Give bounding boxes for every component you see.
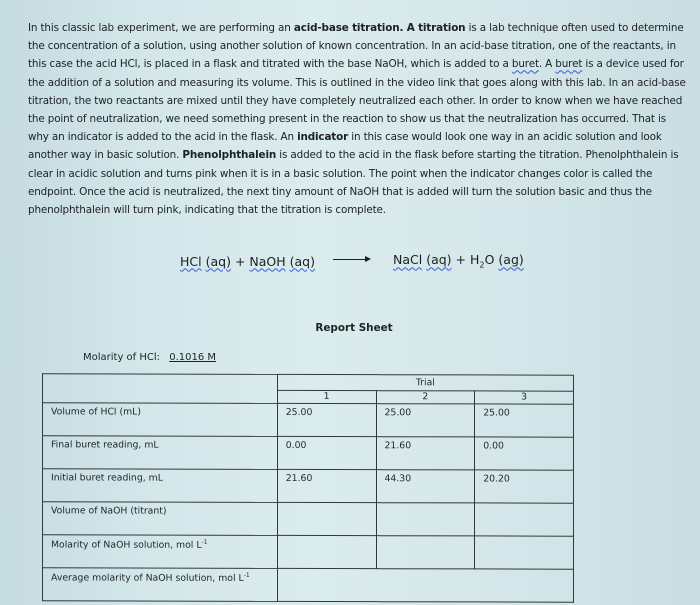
table-row xyxy=(43,469,574,503)
table-row xyxy=(43,535,574,569)
plus-sign: + xyxy=(234,253,246,269)
intro-segment: In this classic lab experiment, we are performing an xyxy=(28,22,294,34)
cell-average-molarity[interactable] xyxy=(277,568,573,602)
table-row xyxy=(43,502,574,536)
water-o: O xyxy=(484,252,495,268)
reactant-hcl: HCl xyxy=(180,253,202,269)
trial-number-2: 2 xyxy=(376,391,475,404)
table-row xyxy=(43,436,574,470)
cell-volume-hcl-trial-1[interactable]: 25.00 xyxy=(277,403,376,436)
product-nacl-state: (aq) xyxy=(426,252,452,268)
row-label-molarity-naoh xyxy=(43,535,278,569)
unit-superscript: -1 xyxy=(243,571,250,579)
cell-molarity-naoh-trial-2[interactable] xyxy=(376,536,475,569)
cell-initial-buret-trial-2[interactable]: 44.30 xyxy=(376,470,475,503)
water-h: H xyxy=(470,252,480,268)
report-sheet-title: Report Sheet xyxy=(315,322,393,334)
intro-segment: . A xyxy=(538,58,556,71)
cell-initial-buret-trial-1[interactable]: 21.60 xyxy=(277,469,376,502)
intro-segment: is added to the acid in the flask before starting the titration. Phenolphthalein is clear in acidic solution and turns pink when it is in a basic solution. The point when the indicator changes color is called the endpoint. Once the acid is neutralized, the next tiny amount of NaOH that is added will turn the solution basic and thus the phenolphthalein will turn pink, indicating that the titration is complete. xyxy=(28,149,679,217)
water-subscript: 2 xyxy=(479,259,485,270)
hcl-molarity-value: 0.1016 M xyxy=(169,352,217,363)
row-label-initial-buret xyxy=(43,469,278,503)
spellcheck-word-buret: buret xyxy=(511,58,539,71)
unit-superscript: -1 xyxy=(201,538,208,546)
chemical-equation xyxy=(180,250,540,272)
cell-volume-naoh-trial-1[interactable] xyxy=(277,502,376,535)
equation-products xyxy=(393,252,524,270)
cell-molarity-naoh-trial-3[interactable] xyxy=(475,536,574,569)
average-molarity-label-text: Average molarity of NaOH solution, mol L xyxy=(51,572,244,584)
intro-paragraph xyxy=(28,19,688,219)
intro-segment: in this case would look one way in an acidic solution and look another way in basic solution. xyxy=(28,131,662,162)
intro-segment: is a lab technique often used to determine the concentration of a solution, using another solution of known concentration. In an acid-base titration, one of the reactants, in this case the acid HCl, is placed in a flask and titrated with the base NaOH, which is added to a xyxy=(28,22,684,71)
cell-final-buret-trial-1[interactable]: 0.00 xyxy=(277,436,376,469)
reactant-hcl-state: (aq) xyxy=(205,253,231,269)
hcl-molarity-label: Molarity of HCl: xyxy=(83,352,161,363)
cell-final-buret-trial-3[interactable]: 0.00 xyxy=(475,437,574,470)
report-table xyxy=(42,373,574,602)
plus-sign: + xyxy=(455,252,467,268)
trial-number-1: 1 xyxy=(277,390,376,403)
cell-molarity-naoh-trial-1[interactable] xyxy=(277,535,376,568)
reactant-naoh-state: (aq) xyxy=(289,253,315,269)
table-header-row xyxy=(43,374,574,391)
product-nacl: NaCl xyxy=(393,252,423,268)
cell-final-buret-trial-2[interactable]: 21.60 xyxy=(376,437,475,470)
cell-volume-hcl-trial-3[interactable]: 25.00 xyxy=(475,404,574,437)
row-label-average-molarity xyxy=(43,568,278,602)
row-label-volume-hcl: Volume of HCl (mL) xyxy=(43,403,278,437)
table-corner-cell xyxy=(43,374,278,404)
trial-number-3: 3 xyxy=(475,391,574,404)
table-row xyxy=(43,403,574,437)
molarity-naoh-label-text: Molarity of NaOH solution, mol L xyxy=(51,539,202,551)
spellcheck-word-buret: buret xyxy=(555,58,583,71)
intro-segment: is a device used for the addition of a solution and measuring its volume. This is outlined in the video link that goes along with this lab. In an acid-base titration, the two reactants are mixed until they have completely neutralized each other. In order to know when we have reached the point of neutralization, we need something present in the reaction to show us that the neutralization has occurred. That is why an indicator is added to the acid in the flask. An xyxy=(28,58,686,144)
cell-volume-hcl-trial-2[interactable]: 25.00 xyxy=(376,404,475,437)
row-label-volume-naoh: Volume of NaOH (titrant) xyxy=(43,502,278,536)
final-buret-label-text: Final buret reading, mL xyxy=(51,439,159,451)
product-water xyxy=(470,252,495,270)
hcl-molarity xyxy=(83,352,216,363)
intro-bold-phenolphthalein: Phenolphthalein xyxy=(182,149,277,162)
table-row xyxy=(43,568,574,602)
product-water-state: (ag) xyxy=(498,252,524,268)
reactant-naoh: NaOH xyxy=(249,253,286,269)
reaction-arrow-icon xyxy=(333,259,369,260)
initial-buret-label-text: Initial buret reading, mL xyxy=(51,472,163,484)
cell-volume-naoh-trial-2[interactable] xyxy=(376,503,475,536)
intro-text xyxy=(28,19,688,219)
equation-reactants xyxy=(180,254,315,269)
row-label-final-buret xyxy=(43,436,278,470)
cell-volume-naoh-trial-3[interactable] xyxy=(475,503,574,536)
trial-header: Trial xyxy=(277,374,573,391)
cell-initial-buret-trial-3[interactable]: 20.20 xyxy=(475,470,574,503)
intro-bold-acid-base-titration: acid-base titration. A titration xyxy=(293,22,466,34)
intro-bold-indicator: indicator xyxy=(297,131,349,144)
